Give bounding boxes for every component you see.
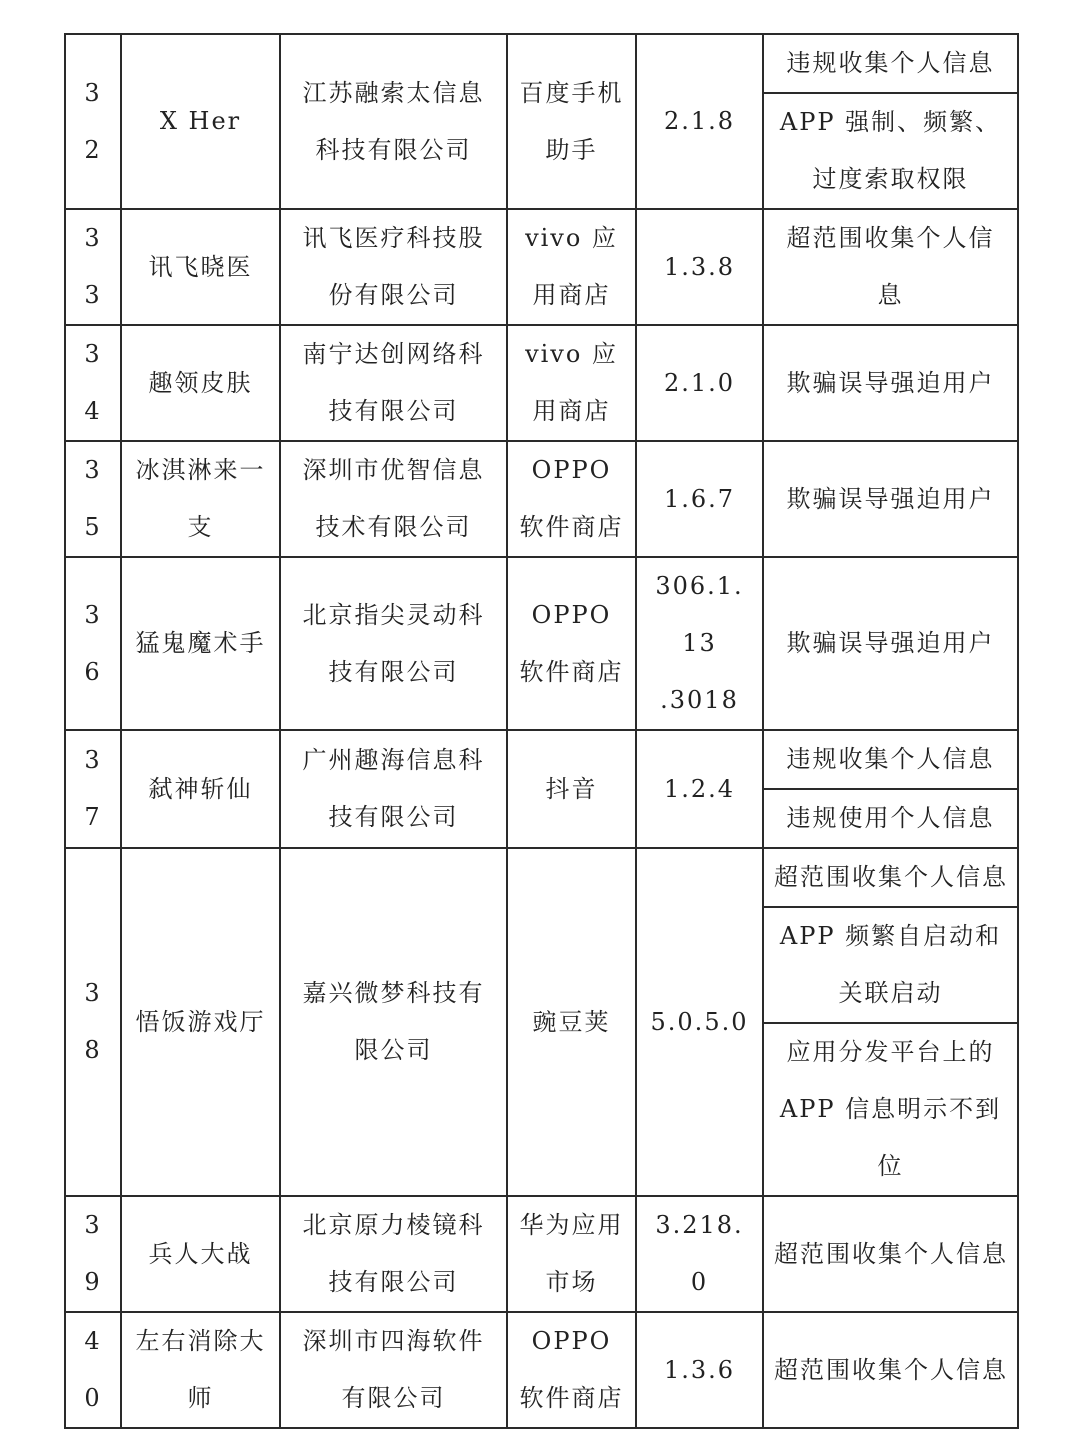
app-version: 1.2.4 [636, 730, 763, 848]
app-version-line: .3018 [660, 686, 739, 714]
app-name: X Her [121, 34, 280, 209]
app-version: 2.1.0 [636, 325, 763, 441]
app-version: 1.3.8 [636, 209, 763, 325]
app-store: 豌豆荚 [507, 848, 636, 1196]
app-store: OPPO 软件商店 [507, 441, 636, 557]
row-number: 37 [65, 730, 121, 848]
issue-cell: 应用分发平台上的 APP 信息明示不到位 [763, 1023, 1018, 1196]
table-row [65, 848, 1018, 907]
app-name: 弑神斩仙 [121, 730, 280, 848]
row-number: 40 [65, 1312, 121, 1428]
app-name: 猛鬼魔术手 [121, 557, 280, 730]
app-name: 讯飞晓医 [121, 209, 280, 325]
app-violation-table [64, 33, 1019, 1429]
app-name: 左右消除大师 [121, 1312, 280, 1428]
row-number: 36 [65, 557, 121, 730]
row-number: 32 [65, 34, 121, 209]
app-name: 悟饭游戏厅 [121, 848, 280, 1196]
company-name: 北京原力棱镜科技有限公司 [280, 1196, 507, 1312]
table-row [65, 1312, 1018, 1428]
row-number: 35 [65, 441, 121, 557]
table-row [65, 34, 1018, 93]
app-name: 兵人大战 [121, 1196, 280, 1312]
app-version: 2.1.8 [636, 34, 763, 209]
table-row [65, 209, 1018, 325]
app-version: 1.6.7 [636, 441, 763, 557]
table-row [65, 1196, 1018, 1312]
issue-cell: 违规使用个人信息 [763, 789, 1018, 848]
company-name: 嘉兴微梦科技有限公司 [280, 848, 507, 1196]
table-row [65, 557, 1018, 730]
app-store: 百度手机助手 [507, 34, 636, 209]
row-number: 38 [65, 848, 121, 1196]
table-row [65, 730, 1018, 789]
company-name: 南宁达创网络科技有限公司 [280, 325, 507, 441]
row-number: 39 [65, 1196, 121, 1312]
table-row [65, 325, 1018, 441]
issue-cell: 欺骗误导强迫用户 [763, 325, 1018, 441]
row-number: 34 [65, 325, 121, 441]
issue-cell: 超范围收集个人信息 [763, 209, 1018, 325]
row-number: 33 [65, 209, 121, 325]
company-name: 江苏融索太信息科技有限公司 [280, 34, 507, 209]
app-version-line: 306.1.13 [655, 572, 744, 657]
app-version [636, 557, 763, 730]
app-name: 趣领皮肤 [121, 325, 280, 441]
app-store: OPPO 软件商店 [507, 1312, 636, 1428]
app-store: 抖音 [507, 730, 636, 848]
app-version: 1.3.6 [636, 1312, 763, 1428]
app-store: vivo 应用商店 [507, 325, 636, 441]
app-version: 5.0.5.0 [636, 848, 763, 1196]
app-store: vivo 应用商店 [507, 209, 636, 325]
app-name: 冰淇淋来一支 [121, 441, 280, 557]
issue-cell: 超范围收集个人信息 [763, 1196, 1018, 1312]
issue-cell: 超范围收集个人信息 [763, 848, 1018, 907]
company-name: 广州趣海信息科技有限公司 [280, 730, 507, 848]
issue-cell: 违规收集个人信息 [763, 34, 1018, 93]
issue-cell: 超范围收集个人信息 [763, 1312, 1018, 1428]
company-name: 北京指尖灵动科技有限公司 [280, 557, 507, 730]
issue-cell: 欺骗误导强迫用户 [763, 441, 1018, 557]
company-name: 深圳市优智信息技术有限公司 [280, 441, 507, 557]
app-version: 3.218.0 [636, 1196, 763, 1312]
table-row [65, 441, 1018, 557]
issue-cell: APP 强制、频繁、过度索取权限 [763, 93, 1018, 209]
issue-cell: 欺骗误导强迫用户 [763, 557, 1018, 730]
company-name: 讯飞医疗科技股份有限公司 [280, 209, 507, 325]
company-name: 深圳市四海软件有限公司 [280, 1312, 507, 1428]
app-store: OPPO 软件商店 [507, 557, 636, 730]
issue-cell: APP 频繁自启动和关联启动 [763, 907, 1018, 1023]
issue-cell: 违规收集个人信息 [763, 730, 1018, 789]
app-store: 华为应用市场 [507, 1196, 636, 1312]
